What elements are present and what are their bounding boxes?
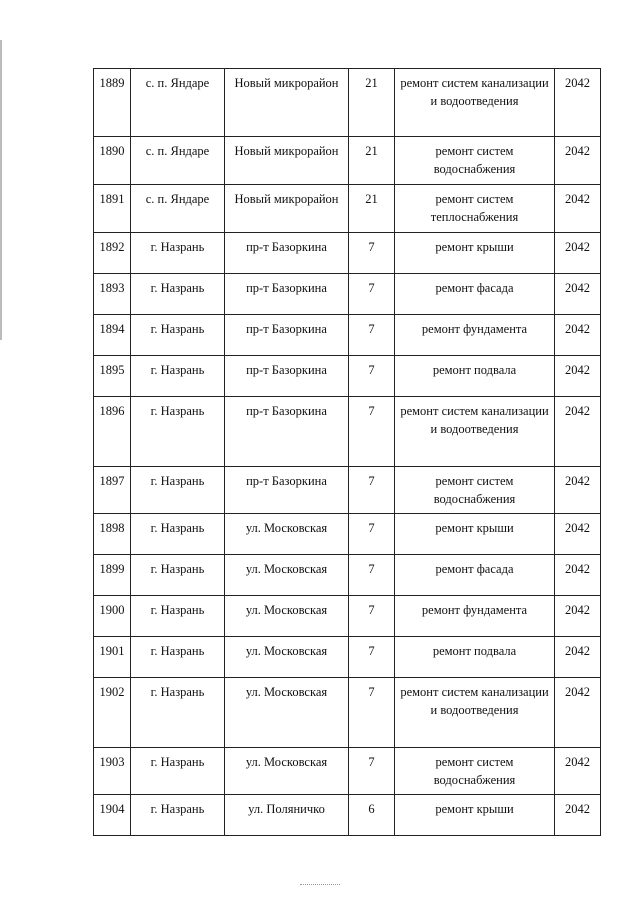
house-number-cell: 7 — [349, 274, 395, 315]
locality-cell: г. Назрань — [131, 678, 225, 748]
work-type-cell: ремонт систем канализации и водоотведения — [395, 69, 555, 137]
work-type-cell: ремонт крыши — [395, 514, 555, 555]
table-row — [94, 596, 601, 637]
house-number-cell: 21 — [349, 137, 395, 185]
house-number-cell: 7 — [349, 315, 395, 356]
row-number: 1897 — [94, 467, 131, 514]
year-cell: 2042 — [555, 748, 601, 795]
work-type-cell: ремонт систем теплоснабжения — [395, 185, 555, 233]
house-number-cell: 7 — [349, 356, 395, 397]
year-cell: 2042 — [555, 514, 601, 555]
locality-cell: г. Назрань — [131, 795, 225, 836]
locality-cell: с. п. Яндаре — [131, 185, 225, 233]
street-cell: пр-т Базоркина — [225, 233, 349, 274]
table-row — [94, 274, 601, 315]
row-number: 1904 — [94, 795, 131, 836]
year-cell: 2042 — [555, 637, 601, 678]
work-type-cell: ремонт крыши — [395, 233, 555, 274]
year-cell: 2042 — [555, 315, 601, 356]
table-row — [94, 678, 601, 748]
street-cell: ул. Московская — [225, 637, 349, 678]
scan-edge-line — [0, 40, 2, 340]
work-type-cell: ремонт систем водоснабжения — [395, 748, 555, 795]
locality-cell: с. п. Яндаре — [131, 69, 225, 137]
table-body — [94, 69, 601, 836]
row-number: 1894 — [94, 315, 131, 356]
table-row — [94, 795, 601, 836]
year-cell: 2042 — [555, 356, 601, 397]
page-footer-mark — [300, 884, 340, 887]
row-number: 1900 — [94, 596, 131, 637]
table-row — [94, 397, 601, 467]
table-row — [94, 356, 601, 397]
table-row — [94, 137, 601, 185]
house-number-cell: 7 — [349, 748, 395, 795]
table-row — [94, 637, 601, 678]
street-cell: ул. Поляничко — [225, 795, 349, 836]
locality-cell: г. Назрань — [131, 356, 225, 397]
table-row — [94, 467, 601, 514]
row-number: 1898 — [94, 514, 131, 555]
house-number-cell: 7 — [349, 514, 395, 555]
year-cell: 2042 — [555, 233, 601, 274]
street-cell: ул. Московская — [225, 555, 349, 596]
row-number: 1895 — [94, 356, 131, 397]
locality-cell: г. Назрань — [131, 467, 225, 514]
row-number: 1890 — [94, 137, 131, 185]
table-row — [94, 514, 601, 555]
locality-cell: г. Назрань — [131, 596, 225, 637]
street-cell: пр-т Базоркина — [225, 397, 349, 467]
table-row — [94, 69, 601, 137]
year-cell: 2042 — [555, 274, 601, 315]
house-number-cell: 6 — [349, 795, 395, 836]
row-number: 1891 — [94, 185, 131, 233]
year-cell: 2042 — [555, 795, 601, 836]
locality-cell: г. Назрань — [131, 514, 225, 555]
row-number: 1896 — [94, 397, 131, 467]
row-number: 1892 — [94, 233, 131, 274]
table-row — [94, 315, 601, 356]
year-cell: 2042 — [555, 69, 601, 137]
row-number: 1903 — [94, 748, 131, 795]
work-type-cell: ремонт крыши — [395, 795, 555, 836]
street-cell: пр-т Базоркина — [225, 467, 349, 514]
house-number-cell: 7 — [349, 233, 395, 274]
locality-cell: г. Назрань — [131, 274, 225, 315]
street-cell: ул. Московская — [225, 748, 349, 795]
street-cell: Новый микрорайон — [225, 185, 349, 233]
work-type-cell: ремонт подвала — [395, 637, 555, 678]
work-type-cell: ремонт фасада — [395, 555, 555, 596]
house-number-cell: 21 — [349, 69, 395, 137]
work-type-cell: ремонт фундамента — [395, 315, 555, 356]
row-number: 1901 — [94, 637, 131, 678]
house-number-cell: 7 — [349, 678, 395, 748]
street-cell: ул. Московская — [225, 678, 349, 748]
locality-cell: г. Назрань — [131, 555, 225, 596]
year-cell: 2042 — [555, 137, 601, 185]
street-cell: пр-т Базоркина — [225, 315, 349, 356]
year-cell: 2042 — [555, 467, 601, 514]
locality-cell: г. Назрань — [131, 233, 225, 274]
repair-schedule-table — [93, 68, 601, 836]
street-cell: ул. Московская — [225, 514, 349, 555]
row-number: 1889 — [94, 69, 131, 137]
year-cell: 2042 — [555, 555, 601, 596]
row-number: 1893 — [94, 274, 131, 315]
house-number-cell: 7 — [349, 397, 395, 467]
house-number-cell: 7 — [349, 596, 395, 637]
year-cell: 2042 — [555, 678, 601, 748]
house-number-cell: 7 — [349, 637, 395, 678]
work-type-cell: ремонт подвала — [395, 356, 555, 397]
table-row — [94, 233, 601, 274]
street-cell: Новый микрорайон — [225, 137, 349, 185]
house-number-cell: 21 — [349, 185, 395, 233]
work-type-cell: ремонт систем водоснабжения — [395, 137, 555, 185]
locality-cell: г. Назрань — [131, 397, 225, 467]
street-cell: пр-т Базоркина — [225, 356, 349, 397]
table-row — [94, 185, 601, 233]
work-type-cell: ремонт систем канализации и водоотведения — [395, 678, 555, 748]
house-number-cell: 7 — [349, 467, 395, 514]
locality-cell: с. п. Яндаре — [131, 137, 225, 185]
row-number: 1899 — [94, 555, 131, 596]
street-cell: ул. Московская — [225, 596, 349, 637]
locality-cell: г. Назрань — [131, 637, 225, 678]
year-cell: 2042 — [555, 397, 601, 467]
street-cell: пр-т Базоркина — [225, 274, 349, 315]
street-cell: Новый микрорайон — [225, 69, 349, 137]
work-type-cell: ремонт систем канализации и водоотведения — [395, 397, 555, 467]
table-row — [94, 748, 601, 795]
locality-cell: г. Назрань — [131, 315, 225, 356]
work-type-cell: ремонт систем водоснабжения — [395, 467, 555, 514]
work-type-cell: ремонт фасада — [395, 274, 555, 315]
year-cell: 2042 — [555, 185, 601, 233]
work-type-cell: ремонт фундамента — [395, 596, 555, 637]
year-cell: 2042 — [555, 596, 601, 637]
table-row — [94, 555, 601, 596]
house-number-cell: 7 — [349, 555, 395, 596]
locality-cell: г. Назрань — [131, 748, 225, 795]
row-number: 1902 — [94, 678, 131, 748]
